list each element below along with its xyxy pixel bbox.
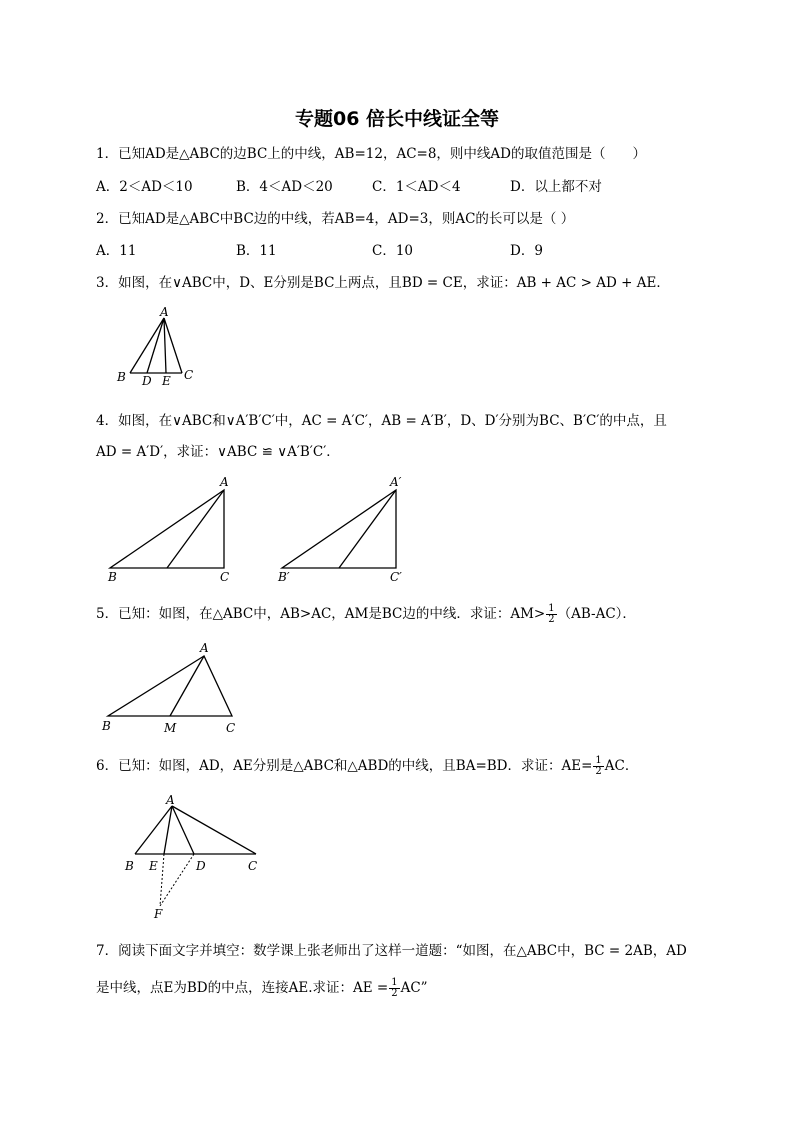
q6-label-d: D [196,859,206,873]
q5-fraction [546,604,556,625]
q1-option-d: D．以上都不对 [510,179,602,195]
q4-right-triangle [282,490,396,568]
q6-stem [96,756,638,777]
q5-figure [98,640,248,740]
q6-figure [120,792,270,922]
q6-fraction [593,756,603,777]
q6-label-a: A [166,793,175,807]
q1-option-a: A．2＜AD＜10 [96,179,193,195]
q4-left-label-b: B [108,570,117,584]
q3-label-c: C [184,368,194,382]
q6-median-ad [172,806,194,854]
q5-stem [96,604,636,625]
q5-frac-den: 2 [548,614,555,625]
q7-fraction [389,978,399,999]
q3-segment-ae [164,318,166,373]
q4-right-median [339,490,396,568]
q7-frac-den: 2 [391,988,398,999]
q5-label-b: B [102,719,111,733]
q4-left-median [167,490,224,568]
q2-option-c: C．10 [372,243,414,259]
q2-option-d: D．9 [510,243,543,259]
q5-frac-num: 1 [548,603,555,614]
q4-right-label-b: B′ [278,570,290,584]
q4-stem-line1: 4．如图，在∨ABC和∨A′B′C′中，AC = A′C′，AB = A′B′，D、D′分别为BC、B′C′的中点，且 [96,413,667,429]
q7-stem-line2-post: AC” [400,980,428,996]
q4-right-label-c: C′ [390,570,402,584]
q1-option-c: C．1＜AD＜4 [372,179,461,195]
q6-label-b: B [125,859,134,873]
q4-figure-left [100,472,250,587]
q3-side-ab [130,318,164,373]
q1-stem: 1．已知AD是△ABC的边BC上的中线，AB=12，AC=8，则中线AD的取值范围是（ ） [96,146,647,162]
q4-left-label-a: A [220,475,229,489]
q5-stem-pre: 5．已知：如图，在△ABC中，AB>AC，AM是BC边的中线．求证：AM> [96,606,546,622]
q1-option-b: B．4＜AD＜20 [236,179,333,195]
q5-label-c: C [226,721,236,735]
q3-segment-ad [147,318,164,373]
page-title: 专题06 倍长中线证全等 [294,108,500,130]
q7-frac-num: 1 [391,977,398,988]
q2-option-b: B．11 [236,243,277,259]
q6-dotted-ef [160,854,164,906]
q3-side-ac [164,318,182,373]
q4-left-label-c: C [220,570,230,584]
q6-label-e: E [149,859,158,873]
q7-stem-line2 [96,978,428,999]
q5-triangle [108,656,232,716]
q6-median-ae [164,806,172,854]
q2-option-a: A．11 [96,243,137,259]
q5-label-m: M [164,721,177,735]
q3-label-e: E [162,374,171,388]
q4-right-label-a: A′ [390,475,402,489]
q4-stem-line2: AD = A′D′，求证：∨ABC ≌ ∨A′B′C′． [96,444,340,460]
q3-figure [110,305,200,390]
q5-median-am [170,656,204,716]
q4-left-triangle [110,490,224,568]
q6-label-f: F [154,907,163,921]
q3-label-b: B [117,370,126,384]
q7-stem-line2-pre: 是中线，点E为BD的中点，连接AE.求证：AE = [96,980,389,996]
q6-side-ab [135,806,172,854]
q5-stem-post: （AB-AC）． [557,606,636,622]
q3-label-a: A [160,305,169,319]
q6-frac-num: 1 [595,755,602,766]
q6-stem-post: AC． [604,758,639,774]
q6-side-ac [172,806,256,854]
q6-frac-den: 2 [595,766,602,777]
q7-stem-line1: 7．阅读下面文字并填空：数学课上张老师出了这样一道题：“如图，在△ABC中，BC = 2AB，AD [96,943,687,959]
q6-stem-pre: 6．已知：如图，AD，AE分别是△ABC和△ABD的中线，且BA=BD．求证：AE= [96,758,593,774]
q6-dotted-df [160,854,194,906]
q3-stem: 3．如图，在∨ABC中，D、E分别是BC上两点，且BD = CE，求证：AB + AC > AD + AE． [96,275,670,291]
q5-label-a: A [200,641,209,655]
q4-figure-right [270,472,420,587]
q3-label-d: D [142,374,152,388]
q2-stem: 2．已知AD是△ABC中BC边的中线，若AB=4，AD=3，则AC的长可以是（ ） [96,211,575,227]
q6-label-c: C [248,859,258,873]
